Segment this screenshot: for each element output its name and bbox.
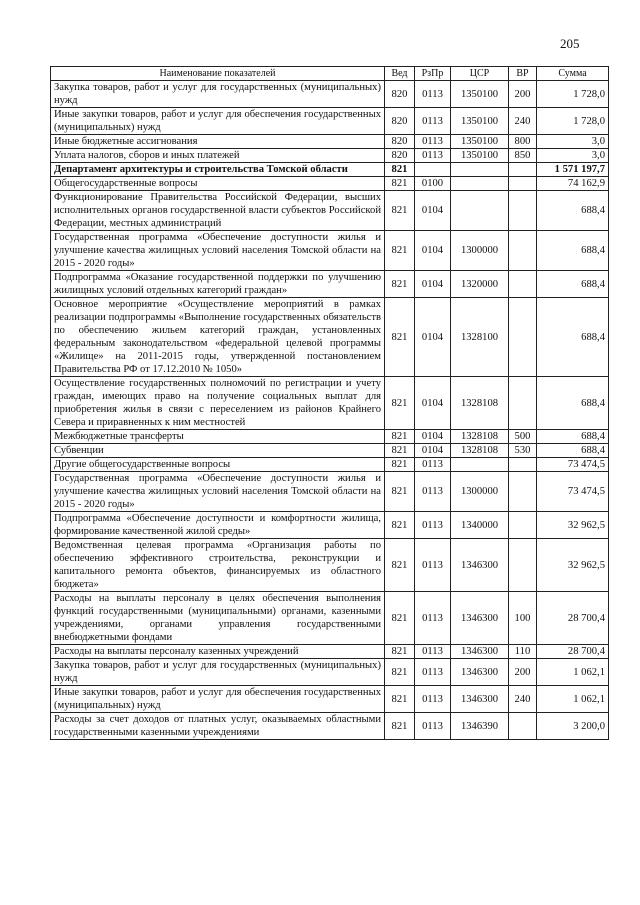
- cell-csr: [451, 163, 509, 177]
- cell-ved: 821: [385, 298, 415, 377]
- cell-rzpr: 0113: [415, 135, 451, 149]
- cell-ved: 820: [385, 135, 415, 149]
- cell-rzpr: 0113: [415, 472, 451, 512]
- cell-sum: 3,0: [537, 149, 609, 163]
- cell-ved: 821: [385, 686, 415, 713]
- table-row: [51, 592, 609, 645]
- cell-vr: 110: [509, 645, 537, 659]
- cell-csr: 1300000: [451, 472, 509, 512]
- table-row: [51, 271, 609, 298]
- table-header-row: [51, 67, 609, 81]
- cell-csr: 1346300: [451, 659, 509, 686]
- cell-ved: 821: [385, 659, 415, 686]
- page-number: 205: [560, 36, 580, 51]
- cell-sum: 32 962,5: [537, 539, 609, 592]
- cell-vr: [509, 377, 537, 430]
- cell-name: Основное мероприятие «Осуществление мероприятий в рамках реализации подпрограммы «Выполнение государственных обязательств по обеспечению жильем категорий граждан, установленных федеральным законодательством «федеральной целевой программы «Жилище» на 2011-2015 годы, утвержденной постановлением Правительства РФ от 17.12.2010 № 1050»: [51, 298, 385, 377]
- table-row: [51, 163, 609, 177]
- cell-rzpr: 0100: [415, 177, 451, 191]
- cell-rzpr: 0113: [415, 659, 451, 686]
- cell-rzpr: 0113: [415, 686, 451, 713]
- cell-rzpr: 0113: [415, 108, 451, 135]
- cell-vr: [509, 177, 537, 191]
- table-row: [51, 444, 609, 458]
- cell-rzpr: 0113: [415, 149, 451, 163]
- cell-sum: 1 728,0: [537, 81, 609, 108]
- cell-rzpr: 0104: [415, 377, 451, 430]
- cell-name: Функционирование Правительства Российской Федерации, высших исполнительных органов государственной власти субъектов Российской Федерации, местных администраций: [51, 191, 385, 231]
- cell-sum: 3 200,0: [537, 713, 609, 740]
- cell-vr: 530: [509, 444, 537, 458]
- header-vr: ВР: [509, 67, 537, 81]
- cell-csr: 1350100: [451, 108, 509, 135]
- table-body: [51, 81, 609, 740]
- cell-csr: 1350100: [451, 149, 509, 163]
- cell-vr: [509, 539, 537, 592]
- table-row: [51, 231, 609, 271]
- cell-name: Закупка товаров, работ и услуг для государственных (муниципальных) нужд: [51, 659, 385, 686]
- table-row: [51, 472, 609, 512]
- cell-csr: 1328108: [451, 444, 509, 458]
- table-row: [51, 659, 609, 686]
- cell-csr: [451, 177, 509, 191]
- cell-rzpr: 0113: [415, 458, 451, 472]
- cell-csr: 1346300: [451, 645, 509, 659]
- cell-ved: 821: [385, 592, 415, 645]
- cell-csr: 1346390: [451, 713, 509, 740]
- cell-vr: [509, 191, 537, 231]
- cell-csr: 1320000: [451, 271, 509, 298]
- cell-name: Государственная программа «Обеспечение доступности жилья и улучшение качества жилищных условий населения Томской области на 2015 - 2020 годы»: [51, 231, 385, 271]
- cell-vr: [509, 472, 537, 512]
- cell-vr: [509, 231, 537, 271]
- cell-vr: 500: [509, 430, 537, 444]
- cell-vr: 240: [509, 686, 537, 713]
- cell-rzpr: 0104: [415, 444, 451, 458]
- cell-rzpr: 0113: [415, 592, 451, 645]
- table-row: [51, 645, 609, 659]
- cell-name: Другие общегосударственные вопросы: [51, 458, 385, 472]
- cell-sum: 73 474,5: [537, 472, 609, 512]
- cell-name: Общегосударственные вопросы: [51, 177, 385, 191]
- cell-csr: [451, 458, 509, 472]
- cell-vr: [509, 298, 537, 377]
- cell-csr: 1350100: [451, 135, 509, 149]
- cell-rzpr: 0104: [415, 191, 451, 231]
- cell-csr: 1346300: [451, 539, 509, 592]
- cell-sum: 73 474,5: [537, 458, 609, 472]
- cell-ved: 820: [385, 149, 415, 163]
- cell-sum: 32 962,5: [537, 512, 609, 539]
- cell-rzpr: [415, 163, 451, 177]
- cell-rzpr: 0104: [415, 298, 451, 377]
- cell-ved: 821: [385, 458, 415, 472]
- cell-sum: 688,4: [537, 444, 609, 458]
- table-row: [51, 512, 609, 539]
- table-row: [51, 177, 609, 191]
- cell-vr: 100: [509, 592, 537, 645]
- cell-ved: 821: [385, 430, 415, 444]
- cell-vr: 850: [509, 149, 537, 163]
- cell-sum: 28 700,4: [537, 592, 609, 645]
- table-row: [51, 377, 609, 430]
- cell-name: Расходы на выплаты персоналу казенных учреждений: [51, 645, 385, 659]
- cell-name: Уплата налогов, сборов и иных платежей: [51, 149, 385, 163]
- cell-rzpr: 0113: [415, 81, 451, 108]
- cell-sum: 28 700,4: [537, 645, 609, 659]
- cell-vr: [509, 163, 537, 177]
- table-row: [51, 713, 609, 740]
- cell-name: Подпрограмма «Оказание государственной поддержки по улучшению жилищных условий отдельных категорий граждан»: [51, 271, 385, 298]
- cell-sum: 688,4: [537, 231, 609, 271]
- table-row: [51, 298, 609, 377]
- cell-name: Субвенции: [51, 444, 385, 458]
- cell-csr: 1300000: [451, 231, 509, 271]
- cell-vr: 200: [509, 81, 537, 108]
- cell-vr: 800: [509, 135, 537, 149]
- cell-name: Департамент архитектуры и строительства Томской области: [51, 163, 385, 177]
- cell-vr: [509, 271, 537, 298]
- cell-vr: 200: [509, 659, 537, 686]
- header-csr: ЦСР: [451, 67, 509, 81]
- cell-name: Иные бюджетные ассигнования: [51, 135, 385, 149]
- table-row: [51, 430, 609, 444]
- cell-csr: 1346300: [451, 686, 509, 713]
- header-rzpr: РзПр: [415, 67, 451, 81]
- cell-sum: 3,0: [537, 135, 609, 149]
- cell-vr: [509, 713, 537, 740]
- cell-sum: 74 162,9: [537, 177, 609, 191]
- cell-rzpr: 0113: [415, 539, 451, 592]
- cell-vr: [509, 512, 537, 539]
- cell-ved: 821: [385, 539, 415, 592]
- cell-sum: 1 062,1: [537, 659, 609, 686]
- cell-sum: 1 571 197,7: [537, 163, 609, 177]
- cell-csr: 1350100: [451, 81, 509, 108]
- cell-rzpr: 0104: [415, 231, 451, 271]
- cell-sum: 688,4: [537, 298, 609, 377]
- cell-name: Иные закупки товаров, работ и услуг для обеспечения государственных (муниципальных) нужд: [51, 686, 385, 713]
- header-ved: Вед: [385, 67, 415, 81]
- cell-name: Расходы за счет доходов от платных услуг, оказываемых областными государственными казенными учреждениями: [51, 713, 385, 740]
- cell-name: Государственная программа «Обеспечение доступности жилья и улучшение качества жилищных условий населения Томской области на 2015 - 2020 годы»: [51, 472, 385, 512]
- cell-ved: 821: [385, 271, 415, 298]
- cell-csr: 1328100: [451, 298, 509, 377]
- cell-sum: 688,4: [537, 430, 609, 444]
- cell-ved: 820: [385, 108, 415, 135]
- header-sum: Сумма: [537, 67, 609, 81]
- cell-name: Закупка товаров, работ и услуг для государственных (муниципальных) нужд: [51, 81, 385, 108]
- cell-csr: 1328108: [451, 377, 509, 430]
- cell-sum: 1 728,0: [537, 108, 609, 135]
- cell-ved: 821: [385, 177, 415, 191]
- cell-csr: [451, 191, 509, 231]
- table-row: [51, 191, 609, 231]
- cell-name: Межбюджетные трансферты: [51, 430, 385, 444]
- cell-vr: 240: [509, 108, 537, 135]
- cell-ved: 820: [385, 81, 415, 108]
- cell-vr: [509, 458, 537, 472]
- cell-name: Осуществление государственных полномочий по регистрации и учету граждан, имеющих право на получение социальных выплат для приобретения жилья в связи с переселением из районов Крайнего Севера и приравненных к ним местностей: [51, 377, 385, 430]
- cell-rzpr: 0113: [415, 713, 451, 740]
- cell-sum: 688,4: [537, 191, 609, 231]
- cell-csr: 1340000: [451, 512, 509, 539]
- cell-rzpr: 0113: [415, 645, 451, 659]
- budget-table: [50, 66, 609, 740]
- cell-ved: 821: [385, 191, 415, 231]
- cell-name: Подпрограмма «Обеспечение доступности и комфортности жилища, формирование качественной жилой среды»: [51, 512, 385, 539]
- cell-sum: 1 062,1: [537, 686, 609, 713]
- table-row: [51, 108, 609, 135]
- cell-sum: 688,4: [537, 271, 609, 298]
- cell-ved: 821: [385, 163, 415, 177]
- table-row: [51, 458, 609, 472]
- cell-name: Иные закупки товаров, работ и услуг для обеспечения государственных (муниципальных) нужд: [51, 108, 385, 135]
- cell-rzpr: 0113: [415, 512, 451, 539]
- cell-ved: 821: [385, 377, 415, 430]
- table-row: [51, 135, 609, 149]
- cell-rzpr: 0104: [415, 271, 451, 298]
- cell-ved: 821: [385, 645, 415, 659]
- cell-ved: 821: [385, 231, 415, 271]
- table-row: [51, 81, 609, 108]
- cell-sum: 688,4: [537, 377, 609, 430]
- cell-csr: 1328108: [451, 430, 509, 444]
- cell-rzpr: 0104: [415, 430, 451, 444]
- cell-csr: 1346300: [451, 592, 509, 645]
- table-row: [51, 686, 609, 713]
- header-name: Наименование показателей: [51, 67, 385, 81]
- table-row: [51, 539, 609, 592]
- cell-name: Ведомственная целевая программа «Организация работы по обеспечению эффективного строительства, реконструкции и капитального ремонта объектов, финансируемых из областного бюджета»: [51, 539, 385, 592]
- cell-ved: 821: [385, 512, 415, 539]
- cell-name: Расходы на выплаты персоналу в целях обеспечения выполнения функций государственными (муниципальными) органами, казенными учреждениями, органами управления государственными внебюджетными фондами: [51, 592, 385, 645]
- cell-ved: 821: [385, 444, 415, 458]
- cell-ved: 821: [385, 713, 415, 740]
- table-row: [51, 149, 609, 163]
- cell-ved: 821: [385, 472, 415, 512]
